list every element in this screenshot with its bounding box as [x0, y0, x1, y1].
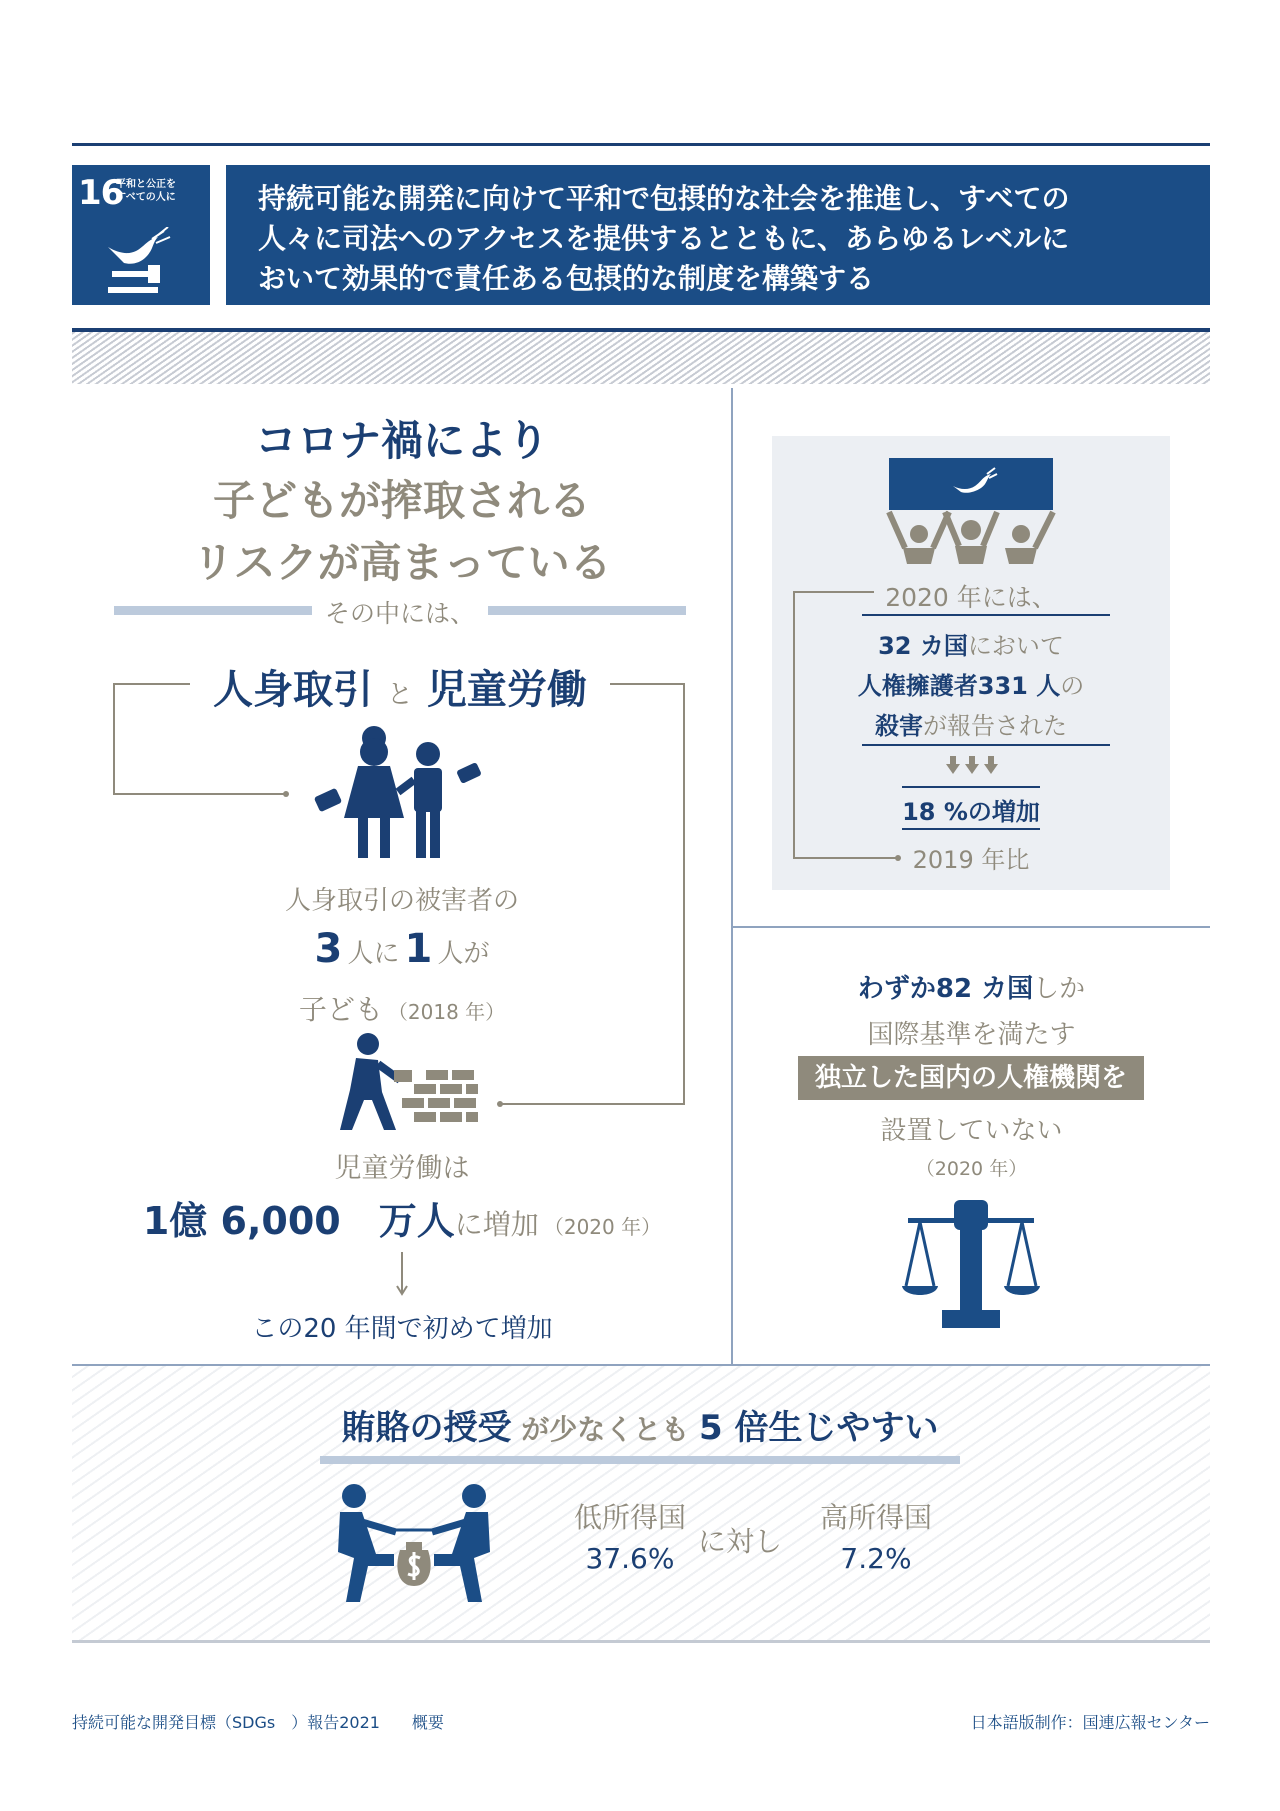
trafficking-num2: 1 [404, 926, 433, 972]
versus-label: に対し [697, 1525, 782, 1558]
goal-line1: 持続可能な開発に向けて平和で包摂的な社会を推進し、すべての [258, 182, 1070, 215]
reported-word: が報告された [923, 712, 1067, 740]
sdg-name-line1: 平和と公正を [116, 179, 176, 190]
trafficking-num1: 3 [314, 926, 343, 972]
institutions-line1 [733, 968, 1210, 1005]
trafficking-year: （2018 年） [387, 1000, 506, 1024]
bribery-title-mid: が少なくとも [511, 1413, 699, 1446]
justice-scale-fist-icon [900, 1200, 1042, 1332]
institutions-countries: わずか82 カ国 [857, 974, 1034, 1004]
bribery-bar [320, 1456, 960, 1464]
goal-line2: 人々に司法へのアクセスを提供するとともに、あらゆるレベルに [258, 222, 1070, 255]
triple-down-arrow-icon [946, 756, 998, 776]
left-title-line2: 子どもが搾取される [212, 476, 591, 525]
institutions-line2: 国際基準を満たす [867, 1020, 1076, 1050]
footer-left: 持続可能な開発目標（SDGs ）報告2021 概要 [72, 1713, 444, 1732]
institutions-line4: 設置していない [880, 1116, 1063, 1146]
trafficking-icon [312, 722, 482, 862]
increase-rule-bottom [902, 828, 1040, 830]
left-title-line3: リスクが高まっている [192, 538, 612, 587]
protest-icon [885, 456, 1057, 566]
compare-year: 2019 年比 [912, 846, 1030, 874]
bribery-icon [334, 1482, 494, 1608]
institutions-highlight [798, 1056, 1144, 1100]
down-arrow-icon [396, 1252, 408, 1296]
goal-description [226, 165, 1210, 305]
panel-connector [790, 590, 910, 862]
labor-figure [72, 1190, 732, 1245]
subtitle: その中には、 [324, 599, 475, 628]
defenders-count-suffix: の [1060, 672, 1085, 700]
high-income-value: 7.2% [840, 1542, 912, 1575]
sdg-name [116, 178, 206, 204]
high-income-label: 高所得国 [819, 1501, 932, 1534]
dove-gavel-icon [102, 227, 180, 297]
increase-value: 18 %の増加 [902, 798, 1040, 826]
headline-to: と [386, 680, 413, 710]
labor-line1: 児童労働は [334, 1153, 470, 1184]
sdg-number: 16 [78, 173, 124, 213]
low-income-value: 37.6% [585, 1542, 675, 1575]
top-rule [72, 143, 1210, 146]
trafficking-children [72, 988, 732, 1028]
defenders-countries-suffix: において [967, 632, 1064, 660]
headline-child-labor: 児童労働 [426, 667, 587, 713]
subtitle-bar-left [114, 606, 312, 615]
trafficking-ni: 人に [347, 939, 400, 969]
increase-rule-top [902, 786, 1040, 788]
trafficking-kodomo: 子ども [298, 993, 383, 1026]
low-income-label: 低所得国 [573, 1501, 686, 1534]
labor-number: 1億 6,000 万人 [142, 1199, 455, 1243]
institutions-year: （2020 年） [915, 1158, 1028, 1180]
defenders-count-main: 人権擁護者331 人 [857, 672, 1061, 700]
defenders-year: 2020 年には、 [885, 583, 1057, 612]
headline-trafficking: 人身取引 [213, 667, 374, 713]
bottom-rule [72, 1640, 1210, 1643]
institutions-shika: しか [1033, 974, 1086, 1004]
bribery-title [320, 1400, 960, 1449]
labor-year: （2020 年） [543, 1215, 662, 1239]
institutions-line3: 独立した国内の人権機関を [814, 1063, 1127, 1093]
footer-right: 日本語版制作：国連広報センター [970, 1713, 1210, 1732]
right-divider [733, 926, 1210, 928]
sdg-name-line2: すべての人に [116, 192, 176, 203]
trafficking-ratio [72, 926, 732, 972]
killings-word: 殺害 [875, 712, 923, 740]
child-labor-icon [330, 1030, 480, 1134]
goal-text [258, 179, 1188, 299]
trafficking-ga: 人が [437, 939, 490, 969]
hatch-band [72, 332, 1210, 384]
goal-line3: おいて効果的で責任ある包摂的な制度を構築する [258, 262, 875, 295]
trafficking-line1: 人身取引の被害者の [284, 886, 519, 916]
sdg-16-badge [72, 165, 210, 305]
bribery-title-main: 賄賂の授受 [341, 1408, 512, 1448]
bribery-title-end: 5 倍生じやすい [699, 1408, 939, 1448]
labor-increase: に増加 [454, 1208, 539, 1241]
subtitle-bar-right [488, 606, 686, 615]
left-title-line1: コロナ禍により [254, 416, 549, 465]
defenders-countries-num: 32 カ国 [878, 632, 968, 660]
labor-note: この20 年間で初めて増加 [251, 1314, 553, 1344]
